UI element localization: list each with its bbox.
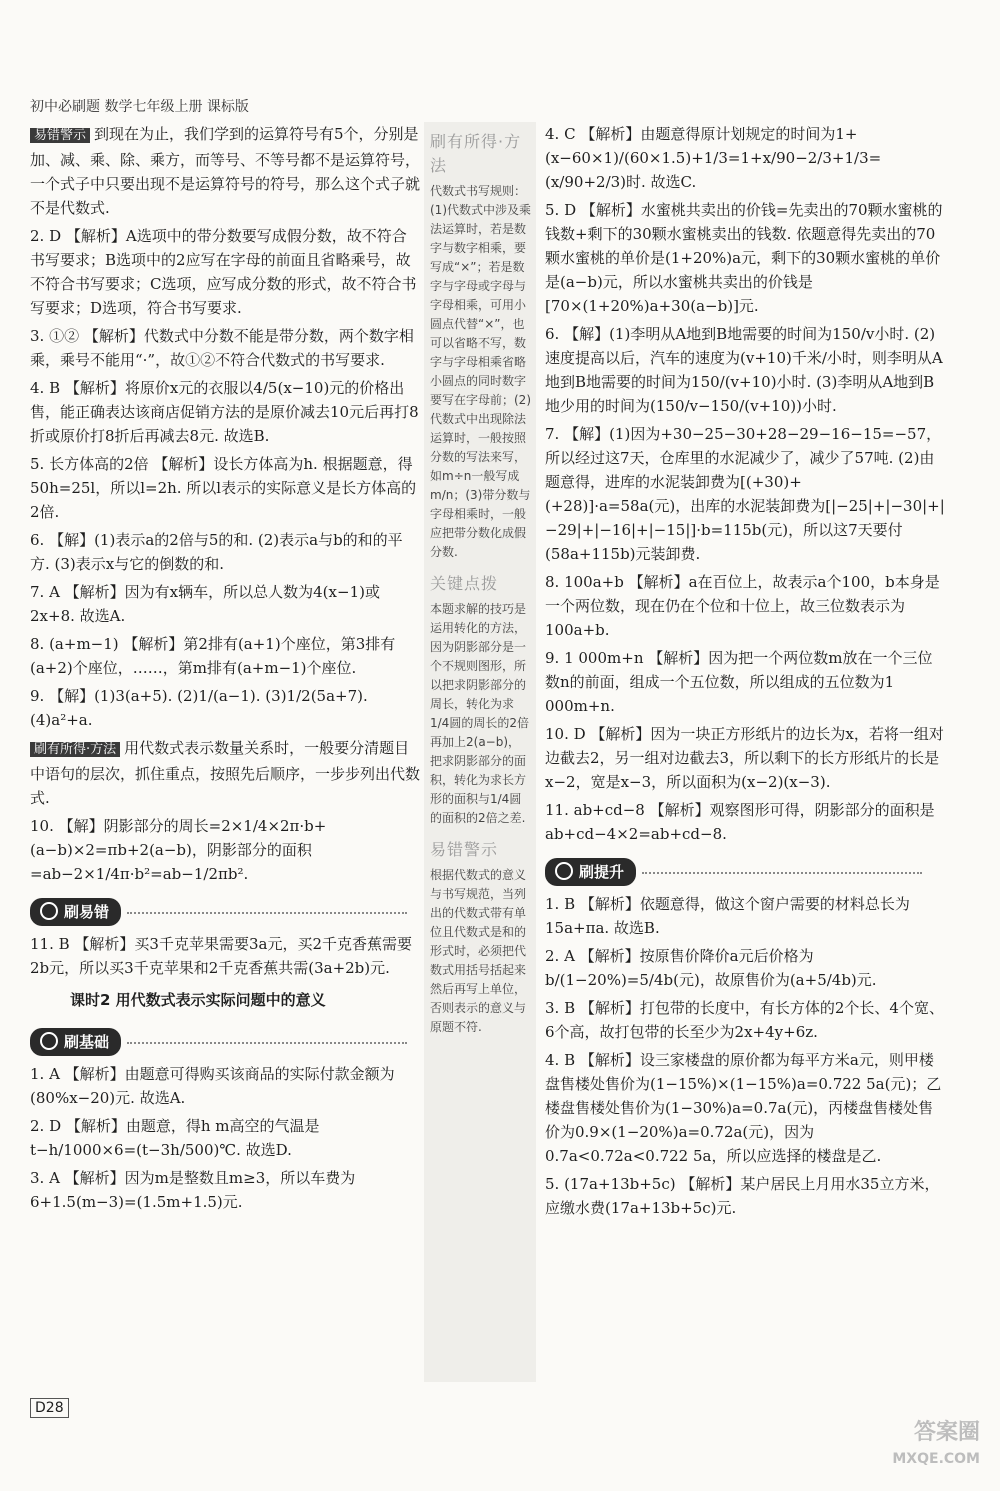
para: 易错警示 到现在为止，我们学到的运算符号有5个，分别是加、减、乘、除、乘方，而等号、不等号都不是运算符号，一个式子中只要出现不是运算符号的符号，那么这个式子就不是代数式. (30, 125, 421, 217)
sidebar-notes (424, 122, 536, 1382)
item: 3. ①② 【解析】代数式中分数不能是带分数，两个数字相乘，乘号不能用“·”，故①②不符合代数式的书写要求. (30, 327, 414, 369)
item: 5. (17a+13b+5c) 【解析】某户居民上月用水35立方米，应缴水费(17a+13b+5c)元. (545, 1175, 940, 1217)
note-text: 根据代数式的意义与书写规范，当列出的代数式带有单位且代数式是和的形式时，必须把代数式用括号括起来然后再写上单位，否则表示的意义与原题不符. (430, 868, 527, 1034)
item: 2. D 【解析】A选项中的带分数要写成假分数，故不符合书写要求；B选项中的2应写在字母的前面且省略乘号，故不符合书写要求；C选项，应写成分数的形式，故不符合书写要求；D选项，符合书写要求. (30, 227, 417, 317)
method-note: 刷有所得·方法 用代数式表示数量关系时，一般要分清题目中语句的层次，抓住重点，按照先后顺序，一步步列出代数式. (30, 739, 421, 807)
item: 11. ab+cd−8 【解析】观察图形可得，阴影部分的面积是ab+cd−4×2=ab+cd−8. (545, 801, 935, 843)
item: 1. B 【解析】依题意得，做这个窗户需要的材料总长为15a+πa. 故选B. (545, 895, 910, 937)
item: 3. A 【解析】因为m是整数且m≥3，所以车费为6+1.5(m−3)=(1.5m+1.5)元. (30, 1169, 356, 1211)
lesson-title: 课时2 用代数式表示实际问题中的意义 (70, 991, 326, 1009)
pen-icon (40, 902, 58, 920)
item: 8. 100a+b 【解析】a在百位上，故表示a个100，b本身是一个两位数，现在仍在个位和十位上，故三位数表示为100a+b. (545, 573, 940, 639)
item: 2. A 【解析】按原售价降价a元后价格为b/(1−20%)=5/4b(元)，故原售价为(a+5/4b)元. (545, 947, 877, 989)
left-column (30, 122, 420, 1218)
item: 7. A 【解析】因为有x辆车，所以总人数为4(x−1)或2x+8. 故选A. (30, 583, 380, 625)
item: 4. B 【解析】设三家楼盘的原价都为每平方米a元，则甲楼盘售楼处售价为(1−15%)×(1−15%)a=0.722 5a(元)；乙楼盘售楼处售价为(1−30%)a=0.7a(元)，丙楼盘售楼处售价为0.9×(1−20%)a=0.72a(元)，因为0.7a<0.72a<0.722 5a，所以应选择的楼盘是乙. (545, 1051, 942, 1165)
pen-icon (555, 862, 573, 880)
item: 7. 【解】(1)因为+30−25−30+28−29−16−15=−57，所以经过这7天，仓库里的水泥减少了，减少了57吨. (2)由题意得，进库的水泥装卸费为[(+30)+(+28)]·a=58a(元)，出库的水泥装卸费为[|−25|+|−30|+|−29|+|−16|+|−15|]·b=115b(元)，所以这7天要付(58a+115b)元装卸费. (545, 425, 945, 563)
method-tag: 刷有所得·方法 (30, 742, 120, 757)
error-warning-tag: 易错警示 (30, 128, 90, 143)
section-header-basics: 刷基础 (30, 1028, 121, 1056)
item: 8. (a+m−1) 【解析】第2排有(a+1)个座位，第3排有(a+2)个座位，……，第m排有(a+m−1)个座位. (30, 635, 396, 677)
right-column (545, 122, 945, 1224)
item: 4. B 【解析】将原价x元的衣服以4/5(x−10)元的价格出售，能正确表达该商店促销方法的是原价减去10元后再打8折或原价打8折后再减去8元. 故选B. (30, 379, 419, 445)
section-header-errors: 刷易错 (30, 898, 121, 926)
running-header: 初中必刷题 数学七年级上册 课标版 (30, 99, 249, 115)
item: 4. C 【解析】由题意得原计划规定的时间为1+(x−60×1)/(60×1.5)+1/3=1+x/90−2/3+1/3=(x/90+2/3)时. 故选C. (545, 125, 882, 191)
item: 6. 【解】(1)李明从A地到B地需要的时间为150/v小时. (2)速度提高以后，汽车的速度为(v+10)千米/小时，则李明从A地到B地需要的时间为150/(v+10)小时. (3)李明从A地到B地少用的时间为(150/v−150/(v+10))小时. (545, 325, 943, 415)
note-text: 代数式书写规则：(1)代数式中涉及乘法运算时，若是数字与数字相乘，要写成“×”；若是数字与字母或字母与字母相乘，可用小圆点代替“×”，也可以省略不写，数字与字母相乘省略小圆点的同时数字要写在字母前；(2)代数式中出现除法运算时，一般按照分数的写法来写，如m÷n一般写成m/n；(3)带分数与字母相乘时，一般应把带分数化成假分数. (430, 184, 531, 559)
item: 5. 长方体高的2倍 【解析】设长方体高为h. 根据题意，得50h=25l，所以l=2h. 所以l表示的实际意义是长方体高的2倍. (30, 455, 417, 521)
item: 10. D 【解析】因为一块正方形纸片的边长为x，若将一组对边截去2，另一组对边截去3，所以剩下的长方形纸片的长是x−2，宽是x−3，所以面积为(x−2)(x−3). (545, 725, 944, 791)
note-title: 易错警示 (430, 840, 499, 859)
note-title: 关键点拨 (430, 574, 499, 593)
item: 2. D 【解析】由题意，得h m高空的气温是t−h/1000×6=(t−3h/500)℃. 故选D. (30, 1117, 320, 1159)
item: 9. 1 000m+n 【解析】因为把一个两位数m放在一个三位数n的前面，组成一个五位数，所以组成的五位数为1 000m+n. (545, 649, 933, 715)
item: 9. 【解】(1)3(a+5). (2)1/(a−1). (3)1/2(5a+7). (4)a²+a. (30, 687, 368, 729)
page-number: D28 (30, 1398, 69, 1418)
pen-icon (40, 1032, 58, 1050)
note-text: 本题求解的技巧是运用转化的方法，因为阴影部分是一个不规则图形，所以把求阴影部分的周长，转化为求1/4圆的周长的2倍再加上2(a−b)，把求阴影部分的面积，转化为求长方形的面积与1/4圆的面积的2倍之差. (430, 602, 529, 825)
item: 6. 【解】(1)表示a的2倍与5的和. (2)表示a与b的和的平方. (3)表示x与它的倒数的和. (30, 531, 403, 573)
note-title: 刷有所得·方法 (430, 132, 522, 175)
watermark: 答案圈 MXQE.COM (892, 1420, 980, 1467)
item: 11. B 【解析】买3千克苹果需要3a元，买2千克香蕉需要2b元，所以买3千克苹果和2千克香蕉共需(3a+2b)元. (30, 935, 412, 977)
item: 3. B 【解析】打包带的长度中，有长方体的2个长、4个宽、6个高，故打包带的长至少为2x+4y+6z. (545, 999, 944, 1041)
section-header-advance: 刷提升 (545, 858, 636, 886)
item: 5. D 【解析】水蜜桃共卖出的价钱=先卖出的70颗水蜜桃的钱数+剩下的30颗水蜜桃卖出的钱数. 依题意得先卖出的70颗水蜜桃的单价是(1+20%)a元，剩下的30颗水蜜桃的单价是(a−b)元，所以水蜜桃共卖出的价钱是[70×(1+20%)a+30(a−b)]元. (545, 201, 943, 315)
item: 10. 【解】阴影部分的周长=2×1/4×2π·b+(a−b)×2=πb+2(a−b)，阴影部分的面积=ab−2×1/4π·b²=ab−1/2πb². (30, 817, 327, 883)
item: 1. A 【解析】由题意可得购买该商品的实际付款金额为(80%x−20)元. 故选A. (30, 1065, 395, 1107)
